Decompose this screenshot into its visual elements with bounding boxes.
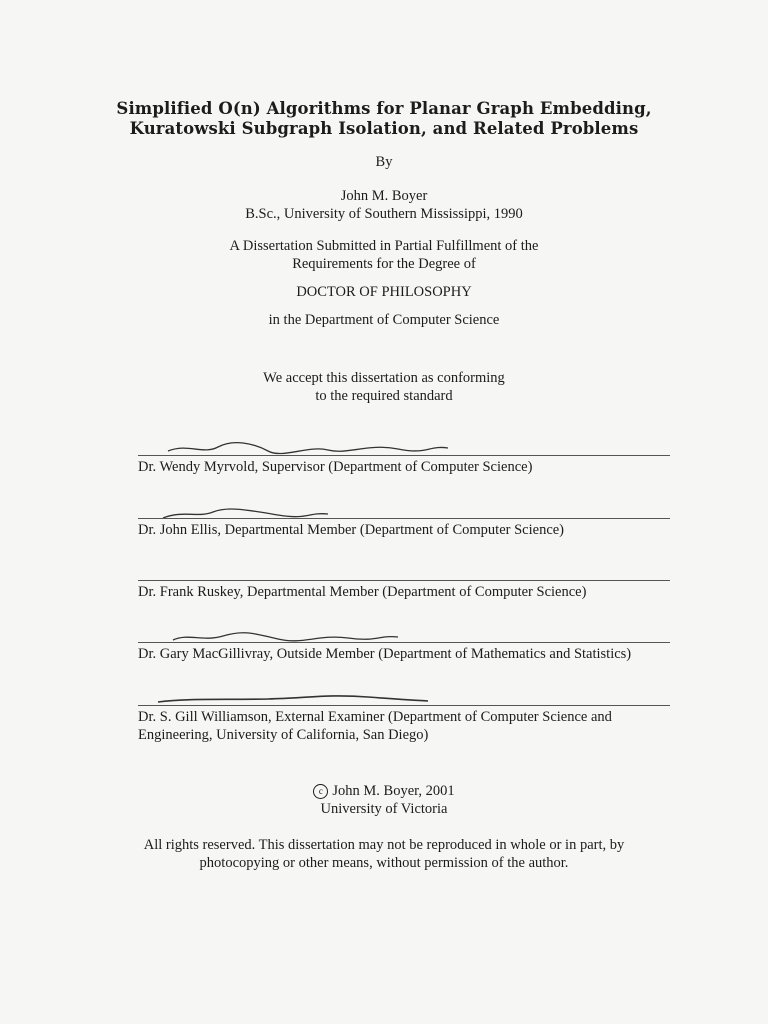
institution: University of Victoria	[320, 801, 448, 817]
handwritten-signature	[158, 439, 458, 459]
committee-member-5: Dr. S. Gill Williamson, External Examiner (Department of Computer Science and Engineering, University of California, San Diego)	[138, 709, 612, 743]
submission-line-2: Requirements for the Degree of	[292, 256, 476, 272]
handwritten-signature	[168, 627, 408, 647]
author-name: John M. Boyer	[340, 188, 428, 204]
committee-member-1: Dr. Wendy Myrvold, Supervisor (Department of Computer Science)	[138, 459, 533, 475]
department: in the Department of Computer Science	[268, 312, 500, 328]
committee-member-3: Dr. Frank Ruskey, Departmental Member (Department of Computer Science)	[138, 584, 587, 600]
signature-line	[138, 455, 670, 456]
title-line-1: Simplified O(n) Algorithms for Planar Graph Embedding,	[116, 99, 652, 118]
rights-line-2: photocopying or other means, without permission of the author.	[199, 855, 569, 871]
committee-member-4: Dr. Gary MacGillivray, Outside Member (Department of Mathematics and Statistics)	[138, 646, 632, 662]
copyright-holder: John M. Boyer, 2001	[332, 783, 455, 799]
signature-line	[138, 518, 670, 519]
signature-line	[138, 705, 670, 706]
dissertation-title	[0, 99, 768, 139]
submission-line-1: A Dissertation Submitted in Partial Fulfillment of the	[229, 238, 539, 254]
committee-member-2: Dr. John Ellis, Departmental Member (Department of Computer Science)	[138, 522, 565, 538]
title-line-2: Kuratowski Subgraph Isolation, and Related Problems	[129, 119, 639, 138]
author-degree: B.Sc., University of Southern Mississippi, 1990	[245, 206, 523, 222]
acceptance-line-1: We accept this dissertation as conforming	[263, 370, 505, 386]
signature-line	[138, 642, 670, 643]
signature-line	[138, 580, 670, 581]
rights-line-1: All rights reserved. This dissertation may not be reproduced in whole or in part, by	[143, 837, 625, 853]
acceptance-line-2: to the required standard	[315, 388, 453, 404]
degree-name: DOCTOR OF PHILOSOPHY	[296, 284, 472, 300]
copyright-line	[0, 782, 768, 800]
by-label: By	[375, 154, 393, 170]
copyright-icon: c	[313, 784, 328, 799]
